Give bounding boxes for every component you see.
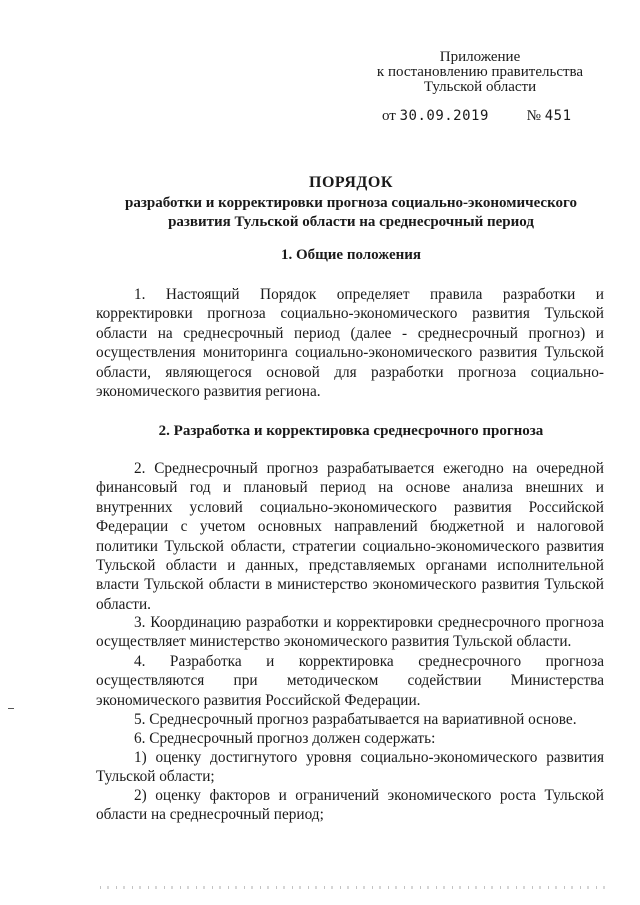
paragraph-3: 3. Координацию разработки и корректировки среднесрочного прогноза осуществляет министерство экономического развития Тульской области. bbox=[96, 614, 604, 651]
section-heading-1: 1. Общие положения bbox=[280, 247, 422, 263]
paragraph-1: 1. Настоящий Порядок определяет правила разработки и корректировки прогноза социально-экономического развития Тульской области на среднесрочный период (далее - среднесрочный прогноз) и осуществления мониторинга социально-экономического развития Тульской области, являющегося основой для разработки прогноза социально-экономического развития региона. bbox=[96, 286, 604, 401]
decree-date: 30.09.2019 bbox=[399, 108, 489, 124]
paragraph-6-item-2: 2) оценку факторов и ограничений экономического роста Тульской области на среднесрочный период; bbox=[96, 787, 604, 824]
appendix-decree-ref: к постановлению правительства bbox=[376, 64, 584, 80]
appendix-label: Приложение bbox=[439, 49, 521, 65]
decree-date-line bbox=[382, 108, 572, 125]
section-heading-2: 2. Разработка и корректировка среднесрочного прогноза bbox=[158, 423, 544, 439]
title-main: ПОРЯДОК bbox=[309, 174, 393, 191]
paragraph-5: 5. Среднесрочный прогноз разрабатывается на вариативной основе. bbox=[134, 711, 577, 728]
document-title bbox=[96, 173, 606, 232]
title-subtitle-line2: развития Тульской области на среднесрочный период bbox=[168, 214, 534, 230]
appendix-block bbox=[370, 50, 590, 95]
number-prefix: № bbox=[526, 108, 541, 124]
paragraph-2: 2. Среднесрочный прогноз разрабатывается ежегодно на очередной финансовый год и плановый период на основе анализа внешних и внутренних условий социально-экономического развития Российской Федерации с учетом основных направлений бюджетной и налоговой политики Тульской области, стратегии социально-экономического развития Тульской области и данных, представляемых органами исполнительной власти Тульской области в министерство экономического развития Тульской области. bbox=[96, 460, 604, 613]
scan-bottom-artifact bbox=[100, 886, 610, 889]
decree-number: 451 bbox=[544, 108, 572, 124]
title-subtitle-line1: разработки и корректировки прогноза социально-экономического bbox=[125, 195, 577, 211]
paragraph-6: 6. Среднесрочный прогноз должен содержать: bbox=[134, 730, 436, 747]
margin-scan-mark bbox=[8, 708, 14, 709]
paragraph-6-item-1: 1) оценку достигнутого уровня социально-экономического развития Тульской области; bbox=[96, 749, 604, 786]
paragraph-4: 4. Разработка и корректировка среднесрочного прогноза осуществляются при методическом содействии Министерства экономического развития Российской Федерации. bbox=[96, 653, 604, 709]
date-prefix: от bbox=[382, 108, 396, 124]
appendix-region: Тульской области bbox=[423, 79, 537, 95]
